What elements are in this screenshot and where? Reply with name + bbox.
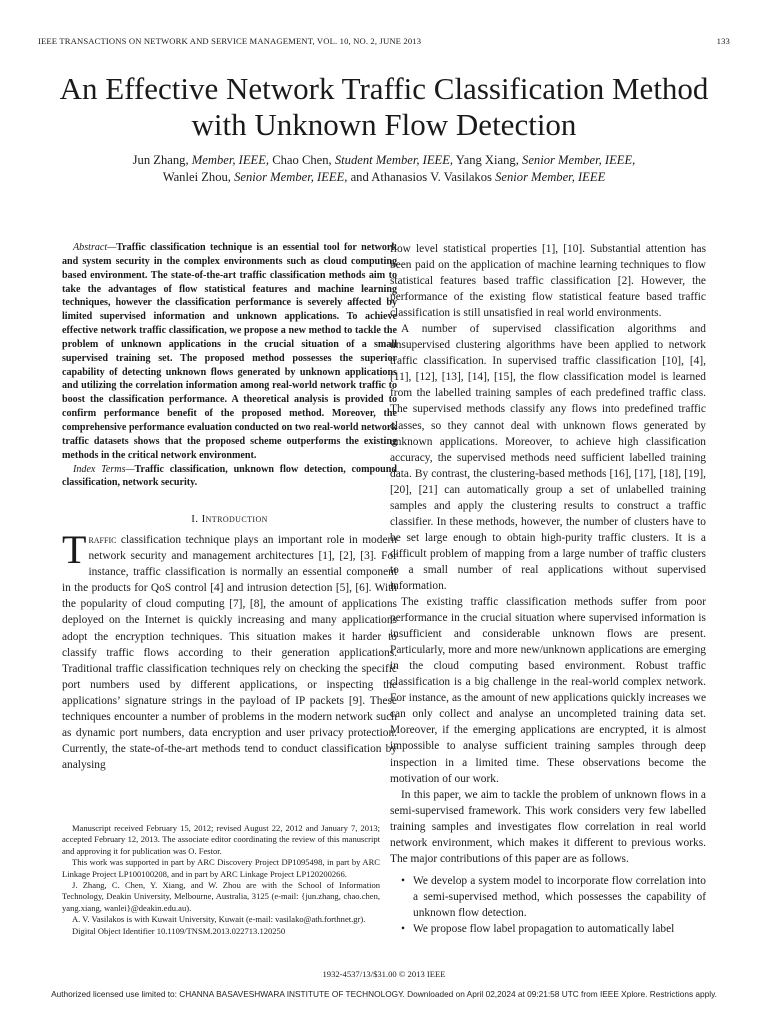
author-line-1 bbox=[0, 152, 768, 169]
author-name: Chao Chen, bbox=[272, 153, 332, 167]
section-title: Introduction bbox=[201, 513, 268, 526]
index-terms bbox=[62, 463, 397, 491]
footnote-affiliation: J. Zhang, C. Chen, Y. Xiang, and W. Zhou are with the School of Information Technology, Deakin University, Melbourne, Australia, 3125 (e-mail: {jun.zhang, chao.chen, yang.xiang, wanlei}@deakin.edu.au). bbox=[62, 880, 380, 913]
license-notice: Authorized licensed use limited to: CHANNA BASAVESHWARA INSTITUTE OF TECHNOLOGY. Downloaded on April 02,2024 at 09:21:58 UTC from IEEE Xplore. Restrictions apply. bbox=[51, 989, 717, 999]
running-header bbox=[38, 36, 730, 46]
index-terms-dash: — bbox=[125, 463, 135, 475]
author-line-2 bbox=[0, 169, 768, 186]
list-item: • We develop a system model to incorporate flow correlation into a semi-supervised method, which possesses the capability of unknown flow detection. bbox=[390, 873, 706, 921]
author-list bbox=[0, 152, 768, 186]
drop-cap: T bbox=[62, 527, 87, 573]
list-item: • We propose flow label propagation to automatically label bbox=[390, 921, 706, 937]
footnote-funding: This work was supported in part by ARC Discovery Project DP1095498, in part by ARC Linkage Project LP100100208, and in part by ARC Linkage Project LP120200266. bbox=[62, 857, 380, 879]
author-role: Student Member, IEEE, bbox=[334, 153, 454, 167]
first-word: raffic bbox=[88, 534, 117, 547]
section-heading bbox=[62, 511, 397, 527]
author-name: Jun Zhang, bbox=[132, 153, 189, 167]
author-role: Member, IEEE, bbox=[191, 153, 270, 167]
body-paragraph: The existing traffic classification methods suffer from poor performance in the crucial situation where supervised information is insufficient and considerable unknown flows are present. Particularly, more and more new/unknown applications are emerging in the cloud computing based environment. Robust traffic classification is a big challenge in the real-world complex network. For instance, as the amount of new applications quickly increases we can only collect and analyse an uncompleted training data set. Moreover, if the emerging applications are encrypted, it is almost impossible to analyse sufficient training samples through deep inspection in a limited time. These observations become the motivation of our work. bbox=[390, 596, 706, 785]
author-role: Senior Member, IEEE, bbox=[522, 153, 636, 167]
author-conjunction: and bbox=[350, 170, 369, 184]
author-role: Senior Member, IEEE, bbox=[234, 170, 348, 184]
footnote-manuscript: Manuscript received February 15, 2012; revised August 22, 2012 and January 7, 2013; accepted February 12, 2013. The associate editor coordinating the review of this manuscript and approving it for publication was O. Festor. bbox=[62, 823, 380, 856]
title-line-1: An Effective Network Traffic Classification Method bbox=[59, 71, 709, 106]
left-column bbox=[62, 241, 397, 773]
journal-name: IEEE TRANSACTIONS ON NETWORK AND SERVICE MANAGEMENT, VOL. 10, NO. 2, JUNE 2013 bbox=[38, 36, 422, 46]
index-terms-text: Traffic classification, unknown flow detection, compound classification, network security. bbox=[62, 463, 397, 489]
index-terms-label: Index Terms bbox=[73, 463, 126, 475]
author-name: Athanasios V. Vasilakos bbox=[371, 170, 492, 184]
section-number: I. bbox=[191, 513, 199, 526]
abstract bbox=[62, 241, 397, 463]
author-role: Senior Member, IEEE bbox=[495, 170, 606, 184]
copyright-line: 1932-4537/13/$31.00 © 2013 IEEE bbox=[322, 969, 446, 979]
body-paragraph: A number of supervised classification algorithms and unsupervised clustering algorithms have been applied to network traffic classification. In supervised traffic classification [10], [4], [11], [12], [13], [14], [15], the flow classification model is learned from the labelled training samples of each predefined traffic class. The supervised methods classify any flows into predefined traffic classes, so they cannot deal with unknown flows generated by unknown applications. Moreover, to achieve high classification accuracy, the supervised methods need sufficient labelled training data. By contrast, the clustering-based methods [16], [17], [18], [19], [20], [21] can automatically group a set of unlabelled training samples and apply the clustering results to construct a traffic classifier. In these methods, however, the number of clusters have to be set large enough to obtain high-purity traffic clusters. It is a difficult problem of mapping from a large number of traffic clusters to a small number of real applications without supervised information. bbox=[390, 323, 706, 592]
right-column bbox=[390, 241, 706, 937]
footnotes bbox=[62, 823, 380, 937]
contribution-list bbox=[390, 873, 706, 937]
abstract-label: Abstract bbox=[73, 242, 108, 253]
body-paragraph: flow level statistical properties [1], [10]. Substantial attention has been paid on the application of machine learning techniques to flow statistical features based traffic classification [2]. However, the performance of the existing flow statistical feature based traffic classification is still unsatisfied in real world environments. bbox=[390, 243, 706, 320]
author-name: Wanlei Zhou, bbox=[162, 170, 231, 184]
author-name: Yang Xiang, bbox=[455, 153, 519, 167]
abstract-dash: — bbox=[107, 242, 117, 253]
footnote-doi: Digital Object Identifier 10.1109/TNSM.2013.022713.120250 bbox=[72, 925, 286, 936]
page-number: 133 bbox=[716, 36, 730, 46]
body-paragraph: In this paper, we aim to tackle the problem of unknown flows in a semi-supervised framework. This work considers very few labelled training samples and investigates flow correlation in real world network environment, which makes it different to previous works. The major contributions of this paper are as follows. bbox=[390, 788, 706, 865]
intro-text: classification technique plays an important role in modern network security and management architectures [1], [2], [3]. For instance, traffic classification is normally an essential component in the products for QoS control [4] and intrusion detection [5], [6]. With the popularity of cloud computing [7], [8], the amount of applications deployed on the Internet is quickly increasing and many applications adopt the encryption techniques. This situation makes it harder to classify traffic flows according to their generation applications. Traditional traffic classification techniques rely on checking the specific port numbers used by different applications, or inspecting the applications’ signature strings in the payload of IP packets [9]. These techniques encounter a number of problems in the modern network such as dynamic port numbers, data encryption and user privacy protection. Currently, the state-of-the-art methods tend to conduct classification by analysing bbox=[62, 534, 397, 771]
intro-paragraph bbox=[62, 527, 397, 773]
title-line-2: with Unknown Flow Detection bbox=[191, 107, 577, 142]
footnote-affiliation-2: A. V. Vasilakos is with Kuwait University, Kuwait (e-mail: vasilako@ath.forthnet.gr). bbox=[72, 914, 366, 925]
abstract-text: Traffic classification technique is an essential tool for network and system security in the complex environments such as cloud computing based environment. The state-of-the-art traffic classification methods aim to take the advantages of flow statistical features and machine learning techniques, however the classification performance is severely affected by limited supervised information and unknown applications. To achieve effective network traffic classification, we propose a new method to tackle the problem of unknown applications in the crucial situation of a small supervised training set. The proposed method possesses the superior capability of detecting unknown flows generated by unknown applications and utilizing the correlation information among real-world network traffic to boost the classification performance. A theoretical analysis is provided to confirm performance benefit of the proposed method. Moreover, the comprehensive performance evaluation conducted on two real-world network traffic datasets shows that the proposed scheme outperforms the existing methods in the critical network environment. bbox=[62, 242, 397, 461]
paper-title bbox=[0, 71, 768, 143]
